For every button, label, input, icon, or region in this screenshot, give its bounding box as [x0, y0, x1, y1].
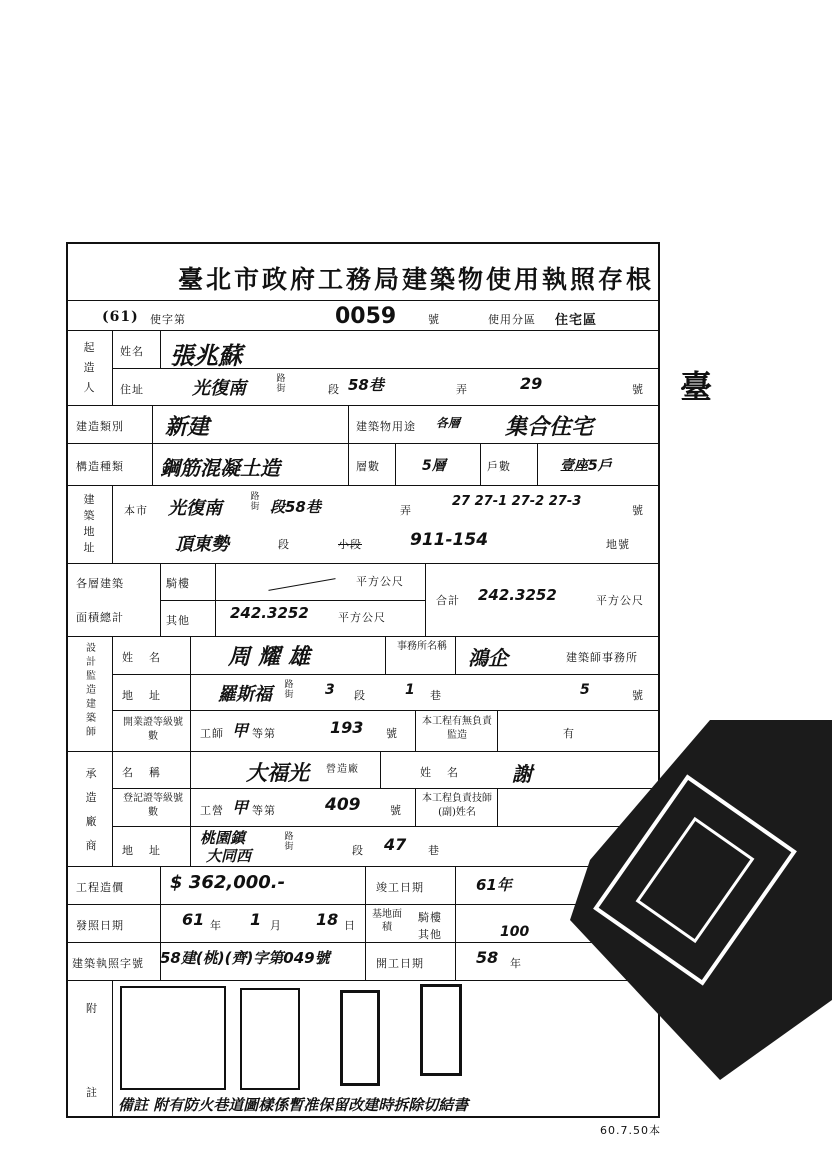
col-divider — [112, 636, 113, 866]
col-divider — [112, 980, 113, 1118]
start-year-char: 年 — [510, 957, 522, 970]
seal-stamp — [120, 986, 226, 1090]
architect-number-value: 5 — [580, 682, 590, 698]
zone-value: 住宅區 — [555, 313, 598, 328]
architect-name-label: 姓名 — [122, 651, 176, 664]
permit-label: 建築執照字號 — [72, 957, 144, 970]
site-land-label: 地號 — [606, 538, 630, 551]
architect-responsible-label: 本工程有無負責監造 — [422, 716, 492, 741]
site-land-number: 911-154 — [410, 530, 489, 550]
zone-label: 使用分區 — [488, 313, 536, 326]
adjacent-page-edge: 臺 — [680, 368, 713, 406]
architect-address-label: 地址 — [122, 689, 176, 702]
issue-day-char: 日 — [344, 919, 356, 932]
col-divider — [215, 563, 216, 636]
col-divider — [537, 443, 538, 485]
col-divider — [415, 710, 416, 751]
col-divider — [160, 330, 161, 368]
construction-use-floor: 各層 — [436, 416, 461, 430]
architect-license-grade-char: 等第 — [252, 727, 276, 740]
issue-day: 18 — [316, 910, 339, 929]
other-area-label: 其他 — [166, 614, 190, 627]
cost-label: 工程造價 — [76, 881, 124, 894]
site-numbers-value: 27 27-1 27-2 27-3 — [452, 494, 582, 509]
site-land-char: 段 — [278, 538, 290, 551]
site-road-value: 光復南 — [168, 498, 222, 519]
col-divider — [455, 866, 456, 980]
contractor-lane-char: 巷 — [428, 844, 440, 857]
issue-label: 發照日期 — [76, 919, 124, 932]
issue-month: 1 — [250, 910, 262, 929]
site-hao-label: 號 — [632, 504, 644, 517]
applicant-section-label: 起造人 — [83, 341, 95, 394]
license-number: 0059 — [335, 304, 397, 329]
issue-month-char: 月 — [270, 919, 282, 932]
base-area-label: 基地面積 — [372, 909, 402, 933]
base-other-label: 其他 — [418, 928, 442, 941]
row-divider — [66, 443, 660, 444]
form-title: 臺北市政府工務局建築物使用執照存根 — [177, 265, 654, 294]
architect-lane-value: 1 — [405, 682, 415, 698]
start-label: 開工日期 — [376, 957, 424, 970]
contractor-address-road: 大同西 — [206, 847, 252, 865]
applicant-alley-char: 弄 — [456, 383, 468, 396]
architect-responsible-value: 有 — [563, 727, 575, 740]
contractor-reg-hao: 號 — [390, 804, 402, 817]
architect-section-value: 3 — [325, 682, 335, 698]
applicant-name-value: 張兆蘇 — [170, 342, 242, 370]
col-divider — [395, 443, 396, 485]
note-label: 註 — [86, 1086, 98, 1099]
construction-type-value: 新建 — [165, 415, 210, 440]
contractor-address-town: 桃園鎮 — [200, 829, 246, 847]
architect-section-char: 段 — [354, 689, 366, 702]
area-label-2: 面積總計 — [76, 611, 124, 624]
other-area-value: 242.3252 — [230, 604, 309, 622]
base-arcade-label: 騎樓 — [418, 911, 442, 924]
col-divider — [455, 636, 456, 674]
contractor-lane-value: 47 — [384, 835, 407, 854]
other-area-unit: 平方公尺 — [338, 611, 386, 624]
site-land-section: 頂東勢 — [175, 534, 229, 555]
contractor-reg-label: 登記證等級號數 — [123, 793, 183, 818]
row-divider — [66, 300, 660, 301]
applicant-number-value: 29 — [520, 374, 543, 393]
col-divider — [348, 405, 349, 485]
architect-number-char: 號 — [632, 689, 644, 702]
applicant-lane-value: 58巷 — [348, 376, 384, 394]
units-value: 壹座5戶 — [560, 458, 612, 474]
floors-label: 層數 — [356, 460, 380, 473]
row-divider — [66, 563, 660, 564]
structure-value: 鋼筋混凝土造 — [160, 456, 280, 480]
arcade-unit: 平方公尺 — [356, 575, 404, 588]
contractor-name-suffix: 營造廠 — [326, 764, 359, 775]
floors-value: 5層 — [422, 458, 446, 474]
row-divider — [66, 405, 660, 406]
row-divider — [160, 600, 425, 601]
applicant-name-label: 姓名 — [120, 345, 144, 358]
contractor-reg-grade-char: 等第 — [252, 804, 276, 817]
site-road-label: 路街 — [250, 492, 260, 512]
permit-value: 58建(桃)(齊)字第049號 — [160, 949, 330, 967]
arcade-label: 騎樓 — [166, 577, 190, 590]
row-divider — [112, 674, 660, 675]
issue-year-char: 年 — [210, 919, 222, 932]
architect-lane-char: 巷 — [430, 689, 442, 702]
architect-address-road: 羅斯福 — [218, 684, 272, 705]
year-prefix: (61) — [102, 309, 139, 325]
contractor-reg-class-value: 甲 — [232, 798, 249, 817]
architect-office-suffix: 建築師事務所 — [566, 651, 638, 664]
cost-value: $ 362,000.- — [170, 872, 286, 893]
area-total-value: 242.3252 — [478, 586, 557, 604]
seal-stamp — [340, 990, 380, 1086]
applicant-address-road: 光復南 — [192, 378, 246, 399]
applicant-section-char: 段 — [328, 383, 340, 396]
contractor-person-label: 姓名 — [420, 766, 474, 779]
col-divider — [415, 788, 416, 826]
col-divider — [112, 485, 113, 563]
row-divider — [66, 330, 660, 331]
applicant-address-label: 住址 — [120, 383, 144, 396]
architect-section-label: 設計監造建築師 — [86, 643, 96, 738]
col-divider — [190, 636, 191, 866]
contractor-section-label: 承造廠商 — [85, 767, 97, 852]
license-hao: 號 — [428, 313, 440, 326]
col-divider — [152, 405, 153, 485]
contractor-name-value: 大福光 — [246, 761, 309, 785]
contractor-lane-prefix: 段 — [352, 844, 364, 857]
construction-use-value: 集合住宅 — [505, 415, 594, 440]
construction-use-label: 建築物用途 — [356, 420, 416, 433]
contractor-person-value: 謝 — [512, 762, 532, 786]
contractor-address-label: 地址 — [122, 844, 176, 857]
architect-license-label: 開業證等級號數 — [123, 717, 183, 742]
license-char-label: 使字第 — [150, 313, 186, 326]
site-section-value: 段58巷 — [270, 498, 321, 516]
col-divider — [112, 330, 113, 405]
structure-label: 構造種類 — [76, 460, 124, 473]
contractor-engineer-label: 本工程負責技師(副)姓名 — [422, 793, 492, 818]
area-total-label: 合計 — [436, 594, 460, 607]
attach-label: 附 — [86, 1002, 98, 1015]
completion-value: 61年 — [476, 876, 512, 894]
contractor-name-label: 名稱 — [122, 766, 176, 779]
site-alley-label: 弄 — [400, 504, 412, 517]
architect-office-value: 鴻企 — [468, 646, 508, 670]
seal-stamp — [420, 984, 462, 1076]
area-total-unit: 平方公尺 — [596, 594, 644, 607]
architect-license-number: 193 — [330, 718, 364, 737]
applicant-road-label: 路街 — [276, 374, 286, 394]
base-other-value: 100 — [500, 924, 530, 940]
architect-license-hao: 號 — [386, 727, 398, 740]
col-divider — [380, 751, 381, 788]
row-divider — [66, 636, 660, 637]
remark-text: 備註 附有防火巷道圖樣係暫准保留改建時拆除切結書 — [118, 1096, 469, 1114]
construction-type-label: 建造類別 — [76, 420, 124, 433]
official-seal-overlay — [480, 700, 832, 1080]
architect-name-value: 周耀雄 — [228, 645, 319, 670]
contractor-reg-number: 409 — [325, 795, 361, 815]
site-city-label: 本市 — [124, 504, 148, 517]
completion-label: 竣工日期 — [376, 881, 424, 894]
footer-code: 60.7.50本 — [600, 1124, 661, 1137]
seal-stamp — [240, 988, 300, 1090]
area-label-1: 各層建築 — [76, 577, 124, 590]
architect-license-class-value: 甲 — [232, 721, 249, 740]
row-divider — [66, 485, 660, 486]
architect-road-label: 路街 — [284, 680, 294, 700]
col-divider — [365, 866, 366, 980]
architect-license-class-label: 工師 — [200, 727, 224, 740]
issue-year: 61 — [182, 910, 205, 929]
col-divider — [385, 636, 386, 674]
architect-office-label: 事務所名稱 — [397, 641, 447, 652]
site-section-label: 建築地址 — [83, 493, 95, 554]
applicant-number-label: 號 — [632, 383, 644, 396]
col-divider — [160, 563, 161, 636]
col-divider — [425, 563, 426, 636]
col-divider — [480, 443, 481, 485]
contractor-reg-class-label: 工營 — [200, 804, 224, 817]
units-label: 戶數 — [487, 460, 511, 473]
contractor-road-label: 路街 — [284, 832, 294, 852]
site-land-subsection: 小段 — [338, 538, 362, 551]
start-year: 58 — [476, 948, 499, 967]
